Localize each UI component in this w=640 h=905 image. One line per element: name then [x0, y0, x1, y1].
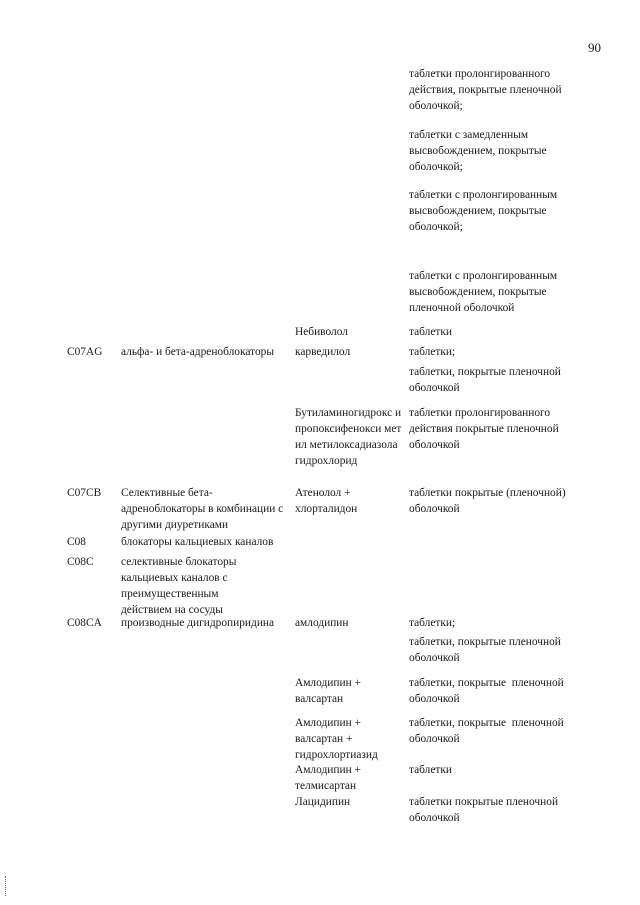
dosage-form: таблетки, покрытые пленочной оболочкой	[409, 636, 561, 664]
dosage-form: таблетки покрытые (пленочной) оболочкой	[409, 487, 566, 515]
dosage-form: таблетки с замедленным высвобождением, покрытые оболочкой;	[409, 129, 547, 173]
dosage-form: таблетки, покрытые пленочной оболочкой	[409, 677, 567, 705]
dosage-form: таблетки с пролонгированным высвобождением, покрытые пленочной оболочкой	[409, 270, 558, 314]
atc-class: Селективные бета-адреноблокаторы в комбинации с другими диуретиками	[121, 487, 284, 531]
drug-name: карведилол	[295, 346, 351, 358]
drug-name: Атенолол + хлорталидон	[295, 487, 358, 515]
atc-class: селективные блокаторы кальциевых каналов с преимущественным действием на сосуды	[121, 556, 237, 616]
atc-class: производные дигидропиридина	[121, 617, 275, 629]
dosage-form: таблетки, покрытые пленочной оболочкой	[409, 366, 561, 394]
atc-class: альфа- и бета-адреноблокаторы	[121, 346, 274, 358]
atc-code: C07AG	[67, 346, 103, 358]
dosage-form: таблетки;	[409, 346, 456, 358]
atc-code: C07CB	[67, 487, 102, 499]
atc-code: C08	[67, 536, 86, 548]
drug-name: Амлодипин + валсартан	[295, 677, 361, 705]
dosage-form: таблетки, покрытые пленочной оболочкой	[409, 717, 567, 745]
drug-name: Небиволол	[295, 326, 348, 338]
dosage-form: таблетки пролонгированного действия покрытые пленочной оболочкой	[409, 407, 559, 451]
dosage-form: таблетки	[409, 326, 453, 338]
page-number: 90	[588, 40, 601, 55]
atc-class: блокаторы кальциевых каналов	[121, 536, 274, 548]
scan-margin-mark	[5, 876, 7, 896]
dosage-form: таблетки пролонгированного действия, покрытые пленочной оболочкой;	[409, 68, 562, 112]
drug-name: Амлодипин + валсартан + гидрохлортиазид	[295, 717, 378, 761]
dosage-form: таблетки покрытые пленочной оболочкой	[409, 796, 559, 824]
dosage-form: таблетки	[409, 764, 453, 776]
drug-name: Бутиламиногидрокс ипропоксифенокси метил метилоксадиазола гидрохлорид	[295, 407, 402, 467]
dosage-form: таблетки;	[409, 617, 456, 629]
atc-code: C08CA	[67, 617, 102, 629]
dosage-form: таблетки с пролонгированным высвобождением, покрытые оболочкой;	[409, 189, 558, 233]
atc-code: C08C	[67, 556, 94, 568]
drug-name: Амлодипин + телмисартан	[295, 764, 361, 792]
drug-name: Лацидипин	[295, 796, 351, 808]
drug-name: амлодипин	[295, 617, 349, 629]
